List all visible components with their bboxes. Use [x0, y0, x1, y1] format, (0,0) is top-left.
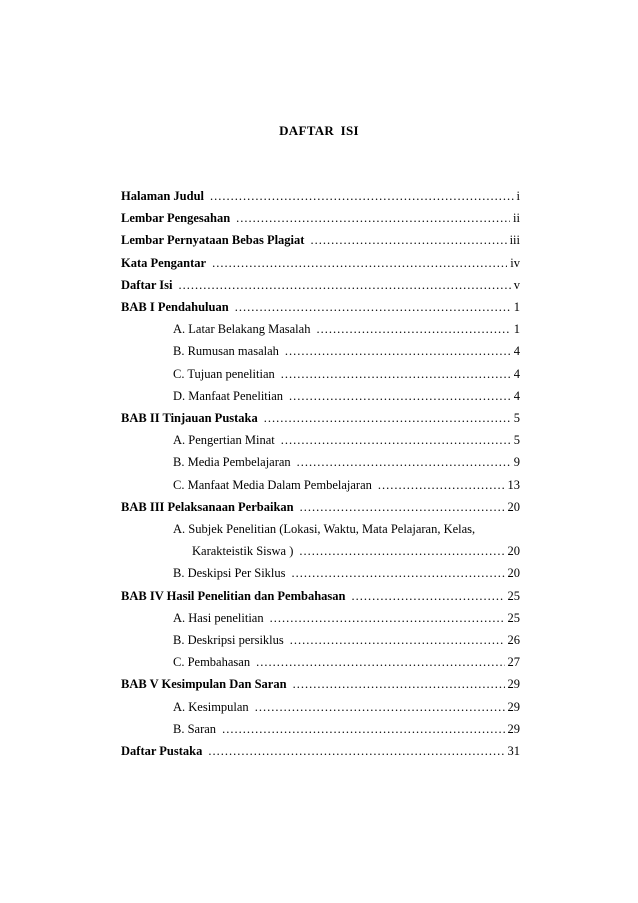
toc-entry: [173, 321, 520, 337]
toc-entry-label: C. Tujuan penelitian: [173, 366, 275, 381]
toc-entry: [121, 188, 520, 204]
toc-entry-label: BAB I Pendahuluan: [121, 300, 229, 314]
toc-entry-label: BAB III Pelaksanaan Perbaikan: [121, 499, 294, 514]
toc-leader-dots: [292, 565, 505, 581]
toc-leader-dots: [281, 432, 511, 448]
toc-entry-page: 20: [507, 544, 520, 559]
toc-entry-label: Daftar Isi: [121, 277, 173, 292]
toc-leader-dots: [281, 366, 511, 382]
toc-leader-dots: [236, 210, 510, 226]
toc-entry: [121, 499, 520, 515]
toc-entry-page: 31: [507, 744, 520, 758]
toc-entry: [173, 521, 520, 537]
toc-entry-label: B. Deskipsi Per Siklus: [173, 566, 286, 581]
toc-leader-dots: [300, 499, 505, 515]
toc-leader-dots: [289, 388, 511, 404]
toc-entry: [173, 699, 520, 715]
toc-entry-page: 5: [513, 433, 520, 448]
toc-entry-label: BAB II Tinjauan Pustaka: [121, 411, 258, 425]
toc-entry: [173, 632, 520, 648]
toc-entry-label: A. Pengertian Minat: [173, 433, 275, 448]
toc-entry-label: Lembar Pernyataan Bebas Plagiat: [121, 233, 305, 248]
toc-entry-label: Karakteistik Siswa ): [192, 544, 294, 559]
toc-leader-dots: [378, 477, 505, 493]
toc-leader-dots: [351, 588, 504, 604]
toc-entry-page: iii: [509, 233, 520, 248]
toc-leader-dots: [264, 410, 511, 426]
toc-entry-label: A. Latar Belakang Masalah: [173, 322, 311, 337]
toc-entry: [173, 388, 520, 404]
toc-leader-dots: [210, 188, 514, 204]
toc-entry: [173, 610, 520, 626]
toc-entry: [121, 588, 520, 604]
toc-leader-dots: [179, 277, 511, 293]
toc-entry: [173, 454, 520, 470]
toc-leader-dots: [293, 676, 505, 692]
page-title: DAFTAR ISI: [279, 123, 359, 138]
toc-entry: [173, 366, 520, 382]
toc-entry-page: 13: [507, 477, 520, 492]
toc-leader-dots: [316, 321, 510, 337]
toc-entry-page: v: [513, 277, 520, 292]
toc-entry-label: Halaman Judul: [121, 189, 205, 203]
toc-leader-dots: [212, 255, 507, 271]
toc-entry-page: 26: [507, 633, 520, 647]
toc-leader-dots: [208, 743, 504, 759]
toc-entry-page: 1: [513, 322, 520, 337]
toc-entry-label: A. Kesimpulan: [173, 699, 249, 714]
toc-entry-page: ii: [513, 211, 520, 226]
toc-entry-label: A. Hasi penelitian: [173, 610, 264, 625]
toc-entry-page: 5: [513, 411, 520, 425]
toc-entry-page: 20: [507, 566, 520, 581]
toc-entry: [121, 232, 520, 248]
toc-leader-dots: [255, 699, 505, 715]
toc-entry-page: 4: [513, 344, 520, 359]
toc-entry: [173, 721, 520, 737]
toc-entry-label: C. Manfaat Media Dalam Pembelajaran: [173, 477, 372, 492]
toc-entry-page: 27: [507, 655, 520, 670]
toc-leader-dots: [222, 721, 504, 737]
toc-entry-page: 29: [507, 677, 520, 692]
toc-entry-label: B. Rumusan masalah: [173, 344, 279, 359]
toc-entry-label: BAB V Kesimpulan Dan Saran: [121, 677, 287, 692]
toc-entry: [173, 477, 520, 493]
toc-entry: [121, 676, 520, 692]
toc-entry-label: Kata Pengantar: [121, 255, 207, 270]
toc-leader-dots: [299, 543, 504, 559]
toc-entry-page: 29: [507, 721, 520, 736]
toc-entry-page: 4: [513, 366, 520, 381]
toc-entry: [121, 410, 520, 426]
toc-entry-label: D. Manfaat Penelitian: [173, 388, 284, 403]
toc-entry-page: 29: [507, 699, 520, 714]
toc-entry-label: B. Deskripsi persiklus: [173, 633, 284, 647]
toc-leader-dots: [235, 299, 511, 315]
toc-entry: [121, 299, 520, 315]
toc-entry: [173, 343, 520, 359]
toc-entry-label: Lembar Pengesahan: [121, 211, 231, 226]
toc-entry: [121, 277, 520, 293]
toc-entry-label: BAB IV Hasil Penelitian dan Pembahasan: [121, 588, 346, 603]
toc-leader-dots: [256, 654, 504, 670]
toc-entry-label: C. Pembahasan: [173, 655, 251, 670]
toc-leader-dots: [270, 610, 505, 626]
toc-entry: [173, 654, 520, 670]
toc-entry-page: i: [516, 189, 520, 203]
toc-entry-page: 25: [507, 588, 520, 603]
toc-entry-label: A. Subjek Penelitian (Lokasi, Waktu, Mata Pelajaran, Kelas,: [173, 522, 476, 536]
toc-entry-page: 4: [513, 388, 520, 403]
toc-entry: [173, 565, 520, 581]
toc-entry-label: B. Media Pembelajaran: [173, 455, 291, 470]
toc-entry-label: B. Saran: [173, 721, 217, 736]
toc-leader-dots: [297, 454, 511, 470]
toc-leader-dots: [285, 343, 511, 359]
toc-entry-label: Daftar Pustaka: [121, 744, 203, 758]
toc-entry-page: 25: [507, 610, 520, 625]
toc-leader-dots: [290, 632, 505, 648]
toc-leader-dots: [310, 232, 506, 248]
toc-entry: [192, 543, 520, 559]
toc-entry: [121, 210, 520, 226]
toc-entry-page: 9: [513, 455, 520, 470]
toc-entry: [173, 432, 520, 448]
toc-entry-page: 20: [507, 499, 520, 514]
toc-entry: [121, 255, 520, 271]
toc-entry: [121, 743, 520, 759]
toc-entry-page: iv: [510, 255, 520, 270]
toc-entry-page: 1: [513, 300, 520, 314]
